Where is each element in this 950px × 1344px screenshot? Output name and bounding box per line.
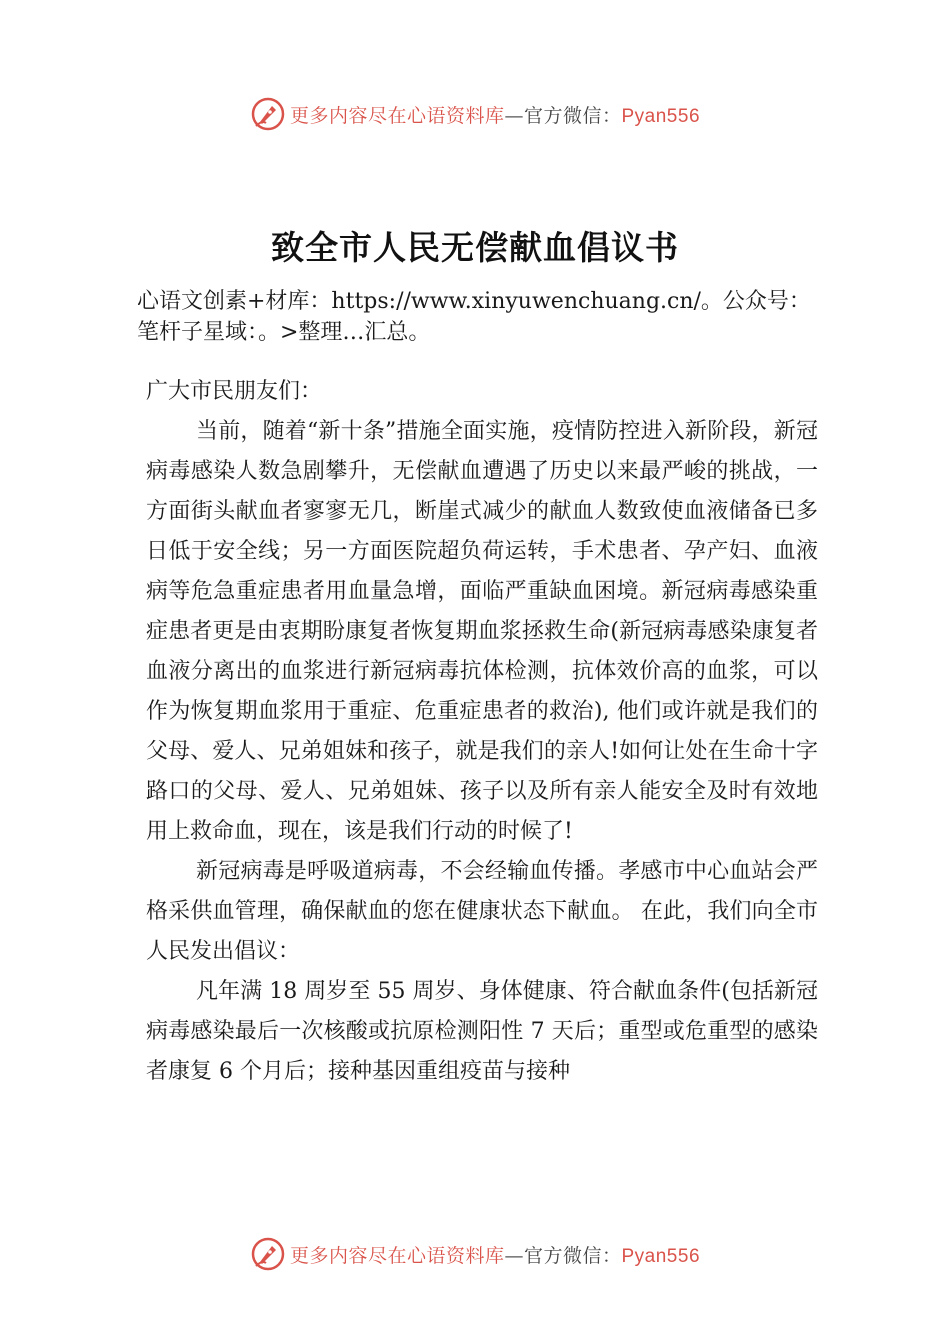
watermark-wechat-id: Pyan556 <box>621 1245 701 1267</box>
watermark-wechat-id: Pyan556 <box>621 105 701 127</box>
watermark-brand: 更多内容尽在心语资料库 <box>289 1244 505 1267</box>
watermark-text <box>290 1241 700 1268</box>
paragraph-1: 当前，随着“新十条”措施全面实施，疫情防控进入新阶段，新冠病毒感染人数急剧攀升，无偿献血遭遇了历史以来最严峻的挑战，一方面街头献血者寥寥无几，断崖式减少的献血人数致使血液储备已多日低于安全线；另一方面医院超负荷运转，手术患者、孕产妇、血液病等危急重症患者用血量急增，面临严重缺血困境。新冠病毒感染重症患者更是由衷期盼康复者恢复期血浆拯救生命(新冠病毒感染康复者血液分离出的血浆进行新冠病毒抗体检测，抗体效价高的血浆，可以作为恢复期血浆用于重症、危重症患者的救治), 他们或许就是我们的父母、爱人、兄弟姐妹和孩子，就是我们的亲人!如何让处在生命十字路口的父母、爱人、兄弟姐妹、孩子以及所有亲人能安全及时有效地用上救命血，现在，该是我们行动的时候了! <box>146 419 818 844</box>
watermark-brand: 更多内容尽在心语资料库 <box>289 104 505 127</box>
paragraph-2: 新冠病毒是呼吸道病毒，不会经输血传播。孝感市中心血站会严格采供血管理，确保献血的您在健康状态下献血。 在此，我们向全市人民发出倡议： <box>146 859 818 964</box>
watermark-separator: — <box>504 104 524 127</box>
watermark-label: 官方微信： <box>523 104 622 127</box>
pen-nib-logo-icon <box>250 96 286 132</box>
greeting: 广大市民朋友们： <box>146 379 323 404</box>
source-note: 心语文创素+材库：https://www.xinyuwenchuang.cn/。公众号：笔杆子星域：。>整理…汇总。 <box>137 289 811 345</box>
watermark-separator: — <box>504 1244 524 1267</box>
letter-body <box>146 372 818 1092</box>
pen-nib-logo-icon <box>250 1236 286 1272</box>
document-title: 致全市人民无偿献血倡议书 <box>271 228 679 267</box>
paragraph-3: 凡年满 18 周岁至 55 周岁、身体健康、符合献血条件(包括新冠病毒感染最后一次核酸或抗原检测阳性 7 天后；重型或危重型的感染者康复 6 个月后；接种基因重组疫苗与接种 <box>146 979 818 1084</box>
watermark-label: 官方微信： <box>523 1244 622 1267</box>
header-watermark <box>0 92 950 136</box>
watermark-text <box>290 101 700 128</box>
footer-watermark <box>0 1232 950 1276</box>
